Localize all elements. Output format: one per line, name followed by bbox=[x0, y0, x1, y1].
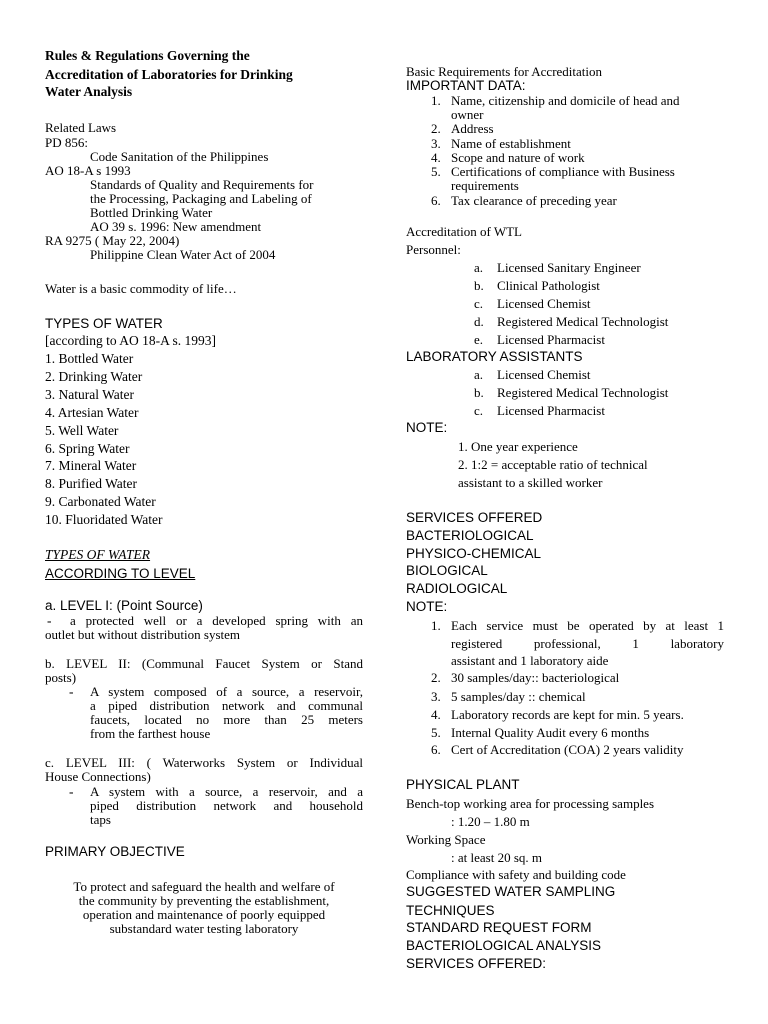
type-item: 9. Carbonated Water bbox=[45, 494, 156, 509]
type-item: 7. Mineral Water bbox=[45, 458, 137, 473]
list-number: 1. bbox=[431, 93, 441, 108]
basic-item-line: Scope and nature of work bbox=[451, 150, 585, 165]
level-3-title-line: c. LEVEL III: ( Waterworks System or Individual bbox=[45, 755, 363, 770]
pd-label: PD 856: bbox=[45, 135, 88, 150]
level-2-text-line: A system composed of a source, a reservoir, bbox=[90, 684, 363, 699]
list-number: 2. bbox=[431, 121, 441, 136]
services-note-line: Laboratory records are kept for min. 5 years. bbox=[451, 707, 684, 722]
service-item: BACTERIOLOGICAL bbox=[406, 528, 534, 543]
document-title-line-2: Accreditation of Laboratories for Drinking bbox=[45, 67, 293, 82]
tail-heading: BACTERIOLOGICAL ANALYSIS bbox=[406, 938, 602, 953]
compliance-text: Compliance with safety and building code bbox=[406, 867, 626, 882]
objective-text-line: To protect and safeguard the health and welfare of bbox=[73, 879, 335, 894]
level-1-text-line: outlet but without distribution system bbox=[45, 627, 240, 642]
objective-text-line: substandard water testing laboratory bbox=[109, 921, 299, 936]
list-letter: c. bbox=[474, 403, 484, 418]
working-space-value: : at least 20 sq. m bbox=[451, 850, 542, 865]
list-number: 6. bbox=[431, 742, 441, 757]
type-item: 3. Natural Water bbox=[45, 387, 135, 402]
type-item: 5. Well Water bbox=[45, 423, 119, 438]
ao-description-line: Standards of Quality and Requirements for bbox=[90, 177, 314, 192]
list-number: 5. bbox=[431, 725, 441, 740]
bench-value: : 1.20 – 1.80 m bbox=[451, 814, 530, 829]
list-letter: e. bbox=[474, 332, 484, 347]
list-number: 1. bbox=[431, 618, 441, 633]
list-letter: b. bbox=[474, 278, 484, 293]
level-3-text-line: taps bbox=[90, 812, 111, 827]
service-item: BIOLOGICAL bbox=[406, 563, 488, 578]
assistant-item: Registered Medical Technologist bbox=[497, 385, 669, 400]
wtl-note-item: 2. 1:2 = acceptable ratio of technical bbox=[458, 457, 648, 472]
level-2-title-line: posts) bbox=[45, 670, 77, 685]
important-data-heading: IMPORTANT DATA: bbox=[406, 78, 526, 93]
type-item: 8. Purified Water bbox=[45, 476, 138, 491]
services-note-line: 5 samples/day :: chemical bbox=[451, 689, 586, 704]
ao-label: AO 18-A s 1993 bbox=[45, 163, 131, 178]
list-number: 4. bbox=[431, 150, 441, 165]
service-item: PHYSICO-CHEMICAL bbox=[406, 546, 542, 561]
level-3-dash: - bbox=[69, 784, 74, 799]
list-number: 3. bbox=[431, 136, 441, 151]
tail-heading: STANDARD REQUEST FORM bbox=[406, 920, 592, 935]
level-2-text-line: faucets, located no more than 25 meters bbox=[90, 712, 363, 727]
level-3-text-line: piped distribution network and household bbox=[90, 798, 363, 813]
pd-description: Code Sanitation of the Philippines bbox=[90, 149, 269, 164]
wtl-note-label: NOTE: bbox=[406, 420, 448, 435]
list-letter: a. bbox=[474, 260, 484, 275]
services-note-line: assistant and 1 laboratory aide bbox=[451, 653, 609, 668]
types-subheading: [according to AO 18-A s. 1993] bbox=[45, 333, 216, 348]
ao-description-line: Bottled Drinking Water bbox=[90, 205, 213, 220]
document-title-line-1: Rules & Regulations Governing the bbox=[45, 48, 250, 63]
level-heading-2: ACCORDING TO LEVEL bbox=[45, 566, 196, 581]
tail-heading: SUGGESTED WATER SAMPLING bbox=[406, 884, 616, 899]
list-number: 6. bbox=[431, 193, 441, 208]
intro-text: Water is a basic commodity of life… bbox=[45, 281, 237, 296]
basic-item-line: requirements bbox=[451, 178, 519, 193]
physical-plant-heading: PHYSICAL PLANT bbox=[406, 777, 520, 792]
assistant-item: Licensed Chemist bbox=[497, 367, 591, 382]
assistants-heading: LABORATORY ASSISTANTS bbox=[406, 349, 583, 364]
types-heading: TYPES OF WATER bbox=[45, 316, 163, 331]
wtl-note-item: 1. One year experience bbox=[458, 439, 578, 454]
services-note-label: NOTE: bbox=[406, 599, 448, 614]
bench-label: Bench-top working area for processing samples bbox=[406, 796, 655, 811]
ao-description-line: the Processing, Packaging and Labeling of bbox=[90, 191, 312, 206]
basic-item-line: Name, citizenship and domicile of head and bbox=[451, 93, 680, 108]
related-laws-heading: Related Laws bbox=[45, 120, 117, 135]
type-item: 4. Artesian Water bbox=[45, 405, 139, 420]
ra-description: Philippine Clean Water Act of 2004 bbox=[90, 247, 276, 262]
list-letter: b. bbox=[474, 385, 484, 400]
level-1-title: a. LEVEL I: (Point Source) bbox=[45, 598, 203, 613]
basic-item-line: Name of establishment bbox=[451, 136, 571, 151]
tail-heading: TECHNIQUES bbox=[406, 903, 495, 918]
type-item: 6. Spring Water bbox=[45, 441, 130, 456]
list-number: 3. bbox=[431, 689, 441, 704]
personnel-label: Personnel: bbox=[406, 242, 461, 257]
service-item: RADIOLOGICAL bbox=[406, 581, 508, 596]
basic-item-line: owner bbox=[451, 107, 484, 122]
assistant-item: Licensed Pharmacist bbox=[497, 403, 605, 418]
services-note-line: Internal Quality Audit every 6 months bbox=[451, 725, 650, 740]
services-heading: SERVICES OFFERED bbox=[406, 510, 543, 525]
list-number: 5. bbox=[431, 164, 441, 179]
level-1-dash: - bbox=[47, 613, 52, 628]
level-3-text-line: A system with a source, a reservoir, and a bbox=[90, 784, 363, 799]
document-title-line-3: Water Analysis bbox=[45, 84, 133, 99]
personnel-item: Registered Medical Technologist bbox=[497, 314, 669, 329]
level-2-text-line: from the farthest house bbox=[90, 726, 211, 741]
list-number: 2. bbox=[431, 670, 441, 685]
services-note-line: Cert of Accreditation (COA) 2 years validity bbox=[451, 742, 684, 757]
ra-label: RA 9275 ( May 22, 2004) bbox=[45, 233, 180, 248]
level-3-title-line: House Connections) bbox=[45, 769, 151, 784]
wtl-heading: Accreditation of WTL bbox=[406, 224, 522, 239]
objective-text-line: the community by preventing the establishment, bbox=[78, 893, 330, 908]
services-note-line: Each service must be operated by at least 1 bbox=[451, 618, 724, 633]
type-item: 2. Drinking Water bbox=[45, 369, 143, 384]
list-letter: a. bbox=[474, 367, 484, 382]
personnel-item: Licensed Chemist bbox=[497, 296, 591, 311]
level-heading-1: TYPES OF WATER bbox=[45, 547, 151, 562]
type-item: 1. Bottled Water bbox=[45, 351, 134, 366]
level-2-dash: - bbox=[69, 684, 74, 699]
list-letter: c. bbox=[474, 296, 484, 311]
ao-description-line: AO 39 s. 1996: New amendment bbox=[90, 219, 262, 234]
level-2-text-line: a piped distribution network and communal bbox=[90, 698, 363, 713]
level-1-text-line: a protected well or a developed spring with an bbox=[70, 613, 363, 628]
list-number: 4. bbox=[431, 707, 441, 722]
level-2-title-line: b. LEVEL II: (Communal Faucet System or Stand bbox=[45, 656, 363, 671]
basic-item-line: Certifications of compliance with Business bbox=[451, 164, 675, 179]
basic-requirements-heading: Basic Requirements for Accreditation bbox=[406, 64, 603, 79]
type-item: 10. Fluoridated Water bbox=[45, 512, 163, 527]
wtl-note-item: assistant to a skilled worker bbox=[458, 475, 603, 490]
objective-heading: PRIMARY OBJECTIVE bbox=[45, 844, 185, 859]
personnel-item: Clinical Pathologist bbox=[497, 278, 600, 293]
list-letter: d. bbox=[474, 314, 484, 329]
working-space-label: Working Space bbox=[406, 832, 486, 847]
personnel-item: Licensed Pharmacist bbox=[497, 332, 605, 347]
services-note-line: registered professional, 1 laboratory bbox=[451, 636, 724, 651]
objective-text-line: operation and maintenance of poorly equipped bbox=[82, 907, 326, 922]
tail-heading: SERVICES OFFERED: bbox=[406, 956, 547, 971]
services-note-line: 30 samples/day:: bacteriological bbox=[451, 670, 620, 685]
basic-item-line: Tax clearance of preceding year bbox=[451, 193, 617, 208]
basic-item-line: Address bbox=[451, 121, 494, 136]
personnel-item: Licensed Sanitary Engineer bbox=[497, 260, 641, 275]
